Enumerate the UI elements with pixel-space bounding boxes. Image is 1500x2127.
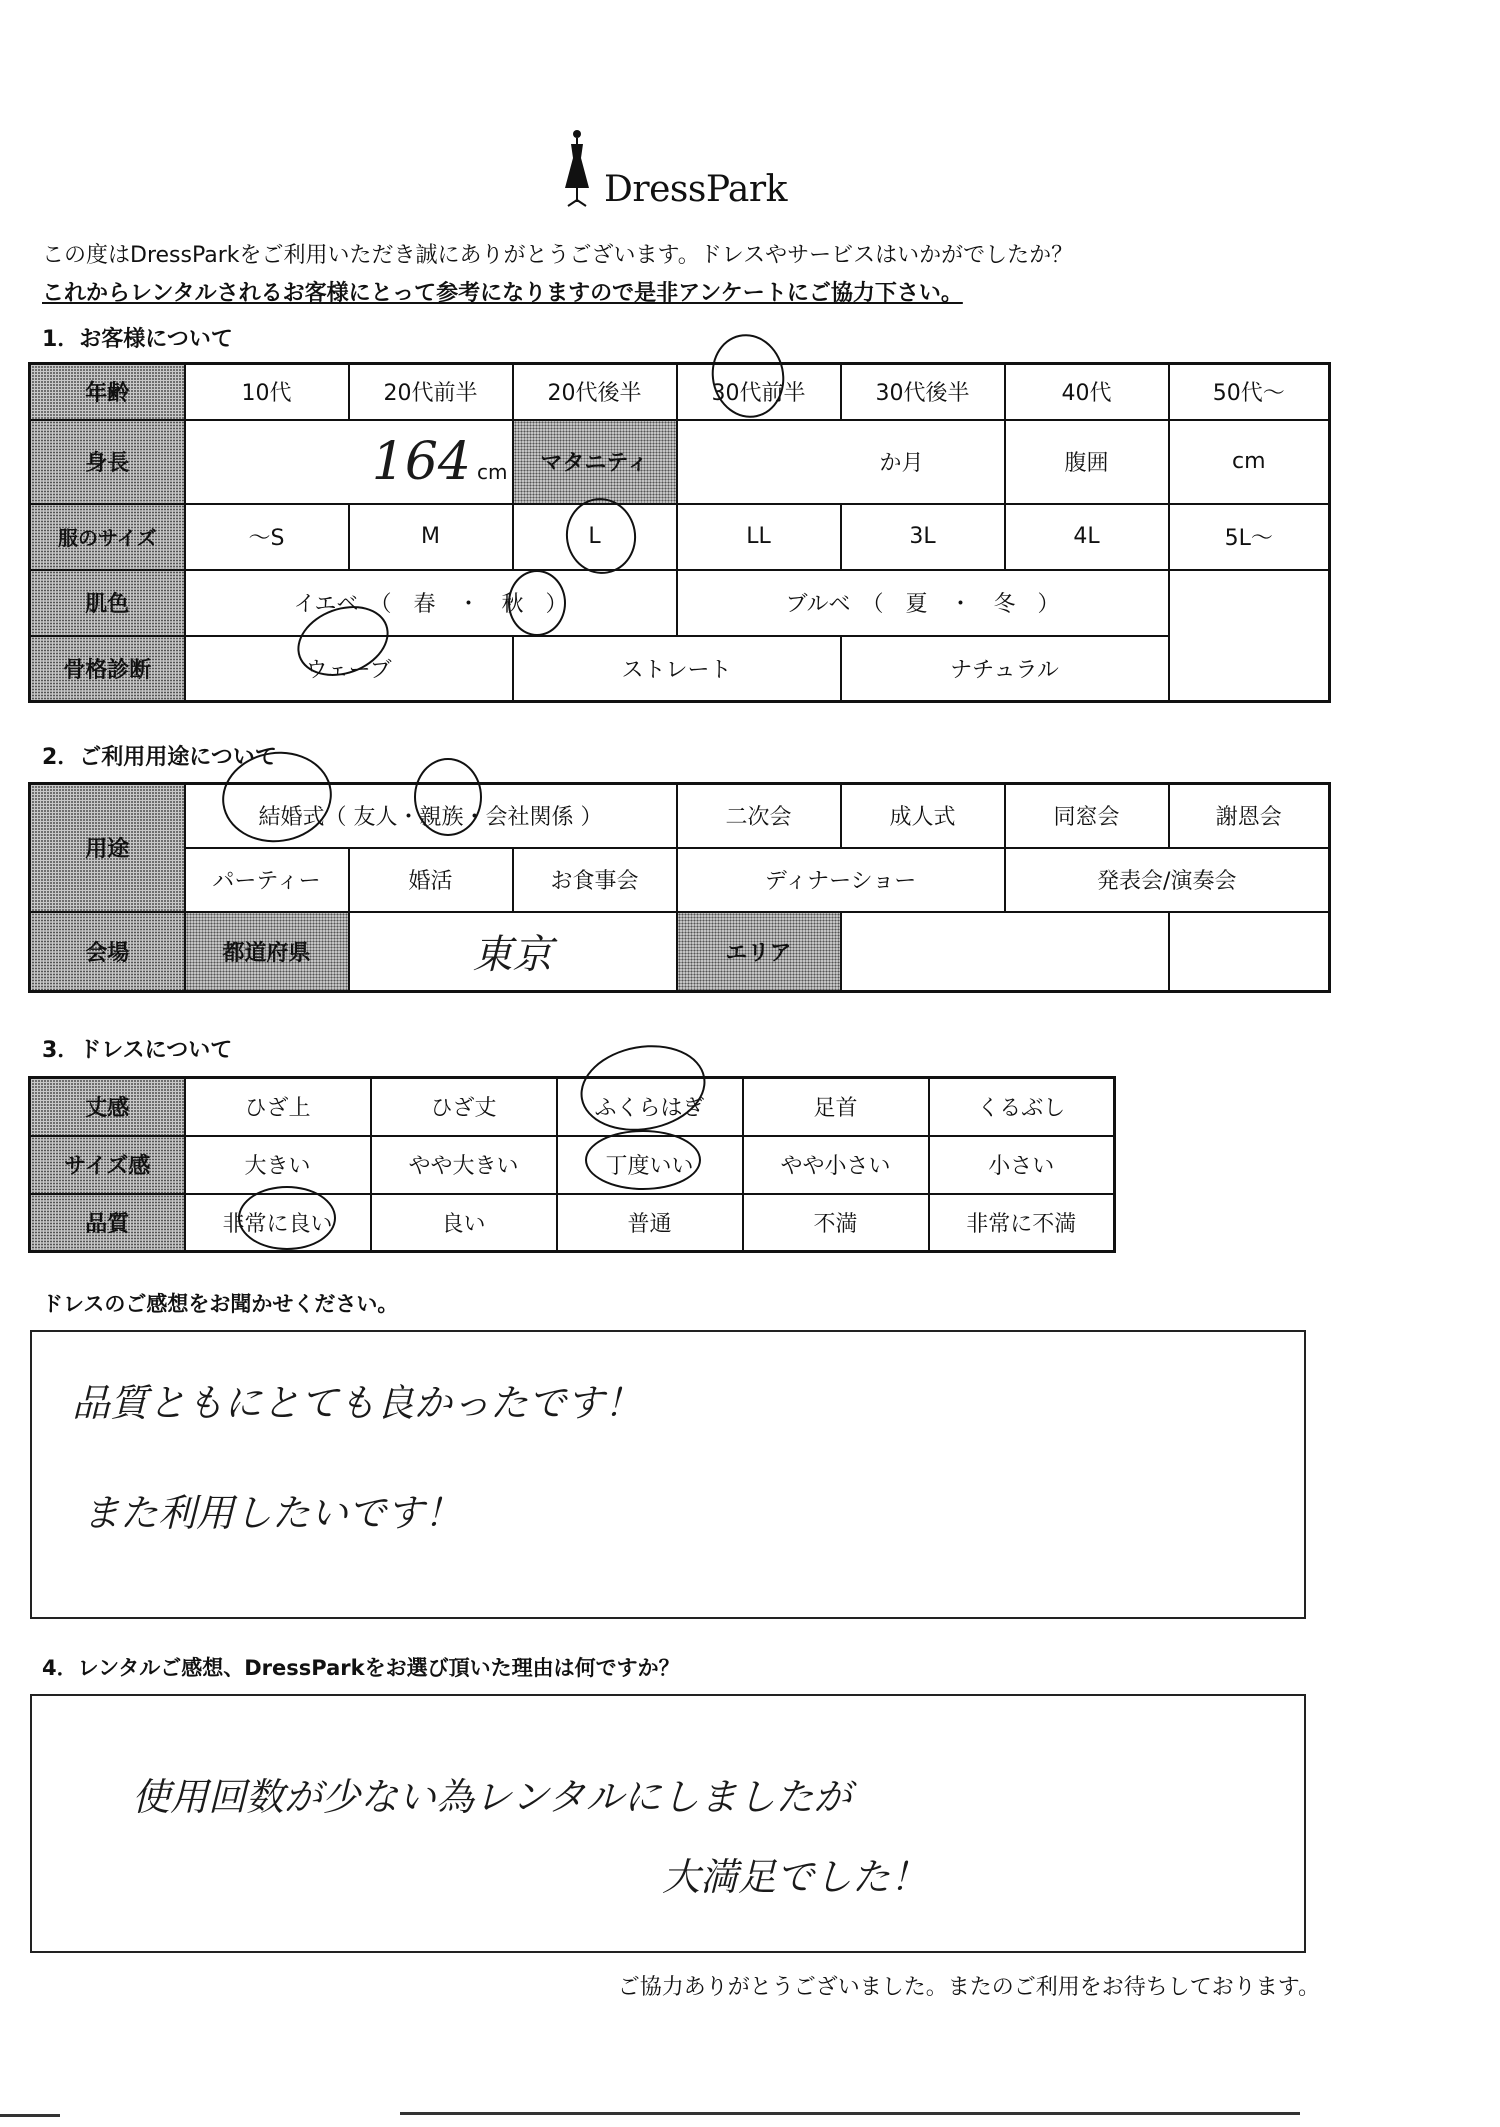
skeleton-row bbox=[30, 636, 1330, 702]
usage-option[interactable]: 婚活 bbox=[349, 848, 513, 912]
fit-option[interactable]: 大きい bbox=[185, 1136, 371, 1194]
usage-row-2 bbox=[30, 848, 1330, 912]
impressions-line-1: 品質ともにとても良かったです！ bbox=[72, 1381, 643, 1425]
fit-row bbox=[30, 1136, 1115, 1194]
usage-option[interactable]: ディナーショー bbox=[677, 848, 1005, 912]
section2-title: 2．ご利用用途について bbox=[42, 745, 277, 770]
quality-option[interactable]: 良い bbox=[371, 1194, 557, 1252]
venue-row bbox=[30, 912, 1330, 992]
skeleton-option[interactable]: ナチュラル bbox=[841, 636, 1169, 702]
section1-title: 1．お客様について bbox=[42, 327, 233, 352]
prefecture-label: 都道府県 bbox=[185, 912, 349, 992]
usage-option[interactable]: お食事会 bbox=[513, 848, 677, 912]
skin-row bbox=[30, 570, 1330, 636]
intro-request: これからレンタルされるお客様にとって参考になりますので是非アンケートにご協力下さい。 bbox=[42, 281, 963, 306]
prefecture-field[interactable] bbox=[349, 912, 677, 992]
usage-label: 用途 bbox=[30, 784, 185, 912]
age-option[interactable]: 40代 bbox=[1005, 364, 1169, 420]
height-label: 身長 bbox=[30, 420, 185, 504]
size-option[interactable]: M bbox=[349, 504, 513, 570]
age-option[interactable]: 20代前半 bbox=[349, 364, 513, 420]
reason-line-2: 大満足でした！ bbox=[662, 1855, 929, 1899]
maternity-months-field[interactable] bbox=[677, 420, 1005, 504]
area-label: エリア bbox=[677, 912, 841, 992]
fit-option[interactable]: 小さい bbox=[929, 1136, 1115, 1194]
length-option[interactable]: くるぶし bbox=[929, 1078, 1115, 1136]
wedding-option[interactable]: 結婚式（ 友人・親族・会社関係 ） bbox=[185, 784, 677, 848]
empty-cell bbox=[1169, 570, 1330, 636]
size-label: 服のサイズ bbox=[30, 504, 185, 570]
dress-icon bbox=[560, 128, 594, 208]
usage-option[interactable]: 成人式 bbox=[841, 784, 1005, 848]
size-row bbox=[30, 504, 1330, 570]
length-option-selected[interactable]: ふくらはぎ bbox=[557, 1078, 743, 1136]
size-option[interactable]: ～S bbox=[185, 504, 349, 570]
thanks-text: ご協力ありがとうございました。またのご利用をお待ちしております。 bbox=[617, 1975, 1320, 2000]
customer-table bbox=[28, 362, 1331, 703]
size-option[interactable]: 5L～ bbox=[1169, 504, 1330, 570]
blue-base-option[interactable]: ブルベ （ 夏 ・ 冬 ） bbox=[677, 570, 1169, 636]
quality-option[interactable]: 普通 bbox=[557, 1194, 743, 1252]
quality-option-selected[interactable]: 非常に良い bbox=[185, 1194, 371, 1252]
intro-text: この度はDressParkをご利用いただき誠にありがとうございます。ドレスやサービスはいかがでしたか？ bbox=[42, 243, 1074, 268]
height-row bbox=[30, 420, 1330, 504]
age-option[interactable]: 30代後半 bbox=[841, 364, 1005, 420]
size-option[interactable]: LL bbox=[677, 504, 841, 570]
footer-divider bbox=[400, 2112, 1300, 2115]
height-field[interactable] bbox=[185, 420, 513, 504]
months-unit: か月 bbox=[879, 451, 924, 476]
age-option[interactable]: 50代～ bbox=[1169, 364, 1330, 420]
usage-row-1 bbox=[30, 784, 1330, 848]
waist-unit: cm bbox=[1231, 449, 1266, 474]
fit-option-selected[interactable]: 丁度いい bbox=[557, 1136, 743, 1194]
length-option[interactable]: ひざ上 bbox=[185, 1078, 371, 1136]
impressions-line-2: また利用したいです！ bbox=[82, 1491, 463, 1535]
skeleton-option[interactable]: ストレート bbox=[513, 636, 841, 702]
waist-label: 腹囲 bbox=[1005, 420, 1169, 504]
age-option[interactable]: 20代後半 bbox=[513, 364, 677, 420]
length-label: 丈感 bbox=[30, 1078, 185, 1136]
empty-cell bbox=[1169, 912, 1330, 992]
usage-option[interactable]: 同窓会 bbox=[1005, 784, 1169, 848]
quality-option[interactable]: 不満 bbox=[743, 1194, 929, 1252]
quality-row bbox=[30, 1194, 1115, 1252]
length-option[interactable]: 足首 bbox=[743, 1078, 929, 1136]
usage-option[interactable]: 二次会 bbox=[677, 784, 841, 848]
quality-option[interactable]: 非常に不満 bbox=[929, 1194, 1115, 1252]
brand-logo bbox=[560, 128, 787, 208]
length-option[interactable]: ひざ丈 bbox=[371, 1078, 557, 1136]
usage-option[interactable]: パーティー bbox=[185, 848, 349, 912]
size-option[interactable]: 4L bbox=[1005, 504, 1169, 570]
impressions-title: ドレスのご感想をお聞かせください。 bbox=[42, 1292, 399, 1316]
section3-title: 3．ドレスについて bbox=[42, 1038, 233, 1063]
length-row bbox=[30, 1078, 1115, 1136]
fit-label: サイズ感 bbox=[30, 1136, 185, 1194]
maternity-label: マタニティ bbox=[513, 420, 677, 504]
fit-option[interactable]: やや大きい bbox=[371, 1136, 557, 1194]
age-option-selected[interactable]: 30代前半 bbox=[677, 364, 841, 420]
brand-name: DressPark bbox=[604, 169, 787, 210]
footer-divider bbox=[0, 2114, 60, 2117]
area-field[interactable] bbox=[841, 912, 1169, 992]
waist-field[interactable] bbox=[1169, 420, 1330, 504]
size-option[interactable]: 3L bbox=[841, 504, 1005, 570]
section4-title: 4．レンタルご感想、DressParkをお選び頂いた理由は何ですか？ bbox=[42, 1656, 680, 1680]
age-option[interactable]: 10代 bbox=[185, 364, 349, 420]
impressions-box[interactable] bbox=[30, 1330, 1306, 1619]
height-value: 164 bbox=[371, 431, 472, 492]
height-unit: cm bbox=[477, 459, 508, 484]
fit-option[interactable]: やや小さい bbox=[743, 1136, 929, 1194]
usage-option[interactable]: 謝恩会 bbox=[1169, 784, 1330, 848]
dress-table bbox=[28, 1076, 1116, 1253]
usage-table bbox=[28, 782, 1331, 993]
yellow-base-option[interactable]: イエベ （ 春 ・ 秋 ） bbox=[185, 570, 677, 636]
size-option-selected[interactable]: L bbox=[513, 504, 677, 570]
prefecture-value: 東京 bbox=[472, 931, 553, 978]
skeleton-option-selected[interactable]: ウェーブ bbox=[185, 636, 513, 702]
skeleton-label: 骨格診断 bbox=[30, 636, 185, 702]
quality-label: 品質 bbox=[30, 1194, 185, 1252]
age-row bbox=[30, 364, 1330, 420]
skin-label: 肌色 bbox=[30, 570, 185, 636]
reason-box[interactable] bbox=[30, 1694, 1306, 1953]
venue-label: 会場 bbox=[30, 912, 185, 992]
empty-cell bbox=[1169, 636, 1330, 702]
usage-option[interactable]: 発表会/演奏会 bbox=[1005, 848, 1330, 912]
reason-line-1: 使用回数が少ない為レンタルにしましたが bbox=[132, 1775, 852, 1819]
age-label: 年齢 bbox=[30, 364, 185, 420]
